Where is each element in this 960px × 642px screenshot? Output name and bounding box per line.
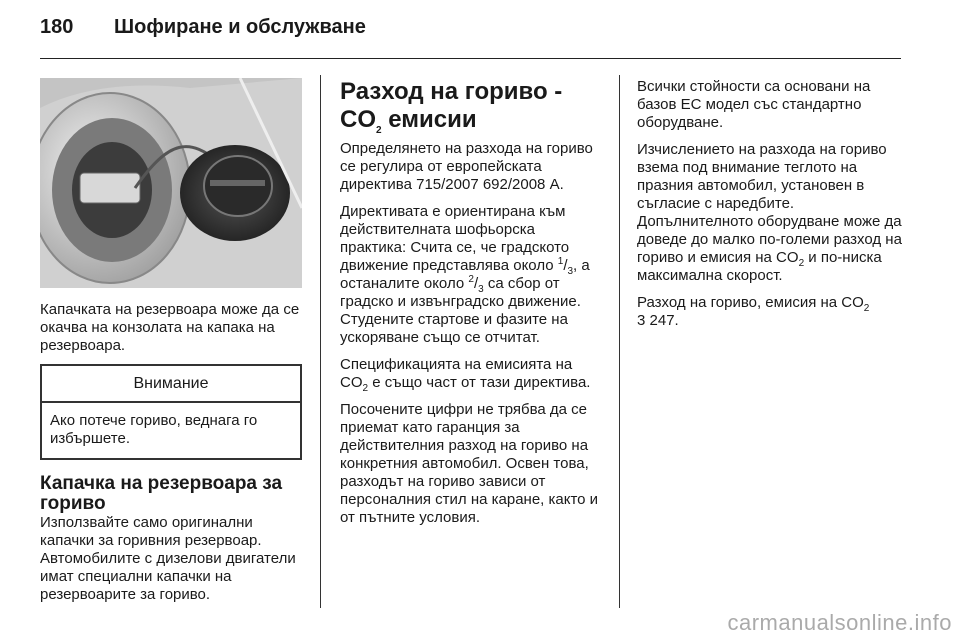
para-calc-sub: 2 bbox=[798, 258, 805, 269]
para-emission-sub: 2 bbox=[362, 383, 369, 394]
para-emission-spec bbox=[340, 356, 602, 392]
frac1-num: 1 bbox=[557, 256, 564, 267]
para-reference bbox=[637, 294, 903, 330]
para-practice-c: са сбор от градско и извънградско движение. Студените стартове и фазите на ускоряване също се отчитат. bbox=[340, 275, 581, 346]
page-header bbox=[40, 16, 366, 39]
frac2-den: 3 bbox=[478, 284, 484, 295]
para-guarantee: Посочените цифри не трябва да се приемат като гаранция за действителния разход на гориво на конкретния автомобил. Освен това, разходът на гориво зависи от персоналния стил на каране, както и от пътните условия. bbox=[340, 401, 599, 526]
column-divider-1 bbox=[320, 75, 321, 608]
heading-rest: емисии bbox=[381, 106, 477, 133]
para-ref-a: Разход на гориво, емисия на CO bbox=[637, 294, 864, 311]
para-directive: Определянето на разхода на гориво се регулира от европейската директива 715/2007 692/2008 А. bbox=[340, 140, 593, 193]
para-ref-sub: 2 bbox=[863, 303, 870, 314]
fuel-cap-heading: Капачка на резервоара за гориво bbox=[40, 473, 283, 514]
column-2 bbox=[340, 78, 602, 536]
column-divider-2 bbox=[619, 75, 620, 608]
para-practice-a: Директивата е ориентирана към действителната шофьорска практика: Счита се, че градското движение представлява около bbox=[340, 203, 570, 274]
para-emission-b: е също част от тази директива. bbox=[368, 374, 591, 391]
watermark: carmanualsonline.info bbox=[727, 610, 952, 635]
fuel-cap-body: Използвайте само оригинални капачки за горивния резервоар. Автомобилите с дизелови двигатели имат специални капачки на резервоарите за гориво. bbox=[40, 514, 296, 603]
warning-title: Внимание bbox=[42, 366, 300, 403]
section-title: Шофиране и обслужване bbox=[114, 16, 366, 38]
heading-line1: Разход на гориво - bbox=[340, 78, 563, 105]
fuel-cap-photo-icon bbox=[40, 78, 302, 288]
para-calculation bbox=[637, 141, 903, 285]
para-emission-a: Спецификацията на емисията на CO bbox=[340, 356, 573, 391]
heading-sub: 2 bbox=[376, 124, 382, 136]
para-calc-a: Изчислението на разхода на гориво взема под внимание теглото на празния автомобил, установен в съгласие с наредбите. Допълнителното оборудване може да доведе до малко по-големи разход на гориво и емисия на CO bbox=[637, 141, 902, 266]
column-1 bbox=[40, 78, 302, 613]
frac1-den: 3 bbox=[567, 266, 574, 277]
para-practice: Директивата е ориентирана към действителната шофьорска практика: Счита се, че градското движение представлява около $^1/_3$, а останалите около $^2/_3$ са сбор от градско и извънградско движение. Студените стартове и фазите на ускоряване също се отчитат. bbox=[340, 203, 590, 346]
page-reference-link[interactable] bbox=[637, 312, 679, 329]
warning-box bbox=[40, 364, 302, 460]
section-heading bbox=[340, 78, 602, 134]
image-caption: Капачката на резервоара може да се окачва на конзолата на капака на резервоара. bbox=[40, 301, 300, 354]
para-values: Всички стойности са основани на базов ЕС модел със стандартно оборудване. bbox=[637, 78, 871, 131]
page-number: 180 bbox=[40, 16, 74, 38]
reference-page: 247. bbox=[645, 312, 679, 329]
heading-co: CO bbox=[340, 106, 376, 133]
reference-arrow-icon: 3 bbox=[637, 312, 646, 329]
para-calc-b: и по-ниска максимална скорост. bbox=[637, 249, 882, 284]
para-practice-b: , а останалите около bbox=[340, 257, 590, 292]
warning-text: Ако потече гориво, веднага го избършете. bbox=[50, 412, 258, 447]
column-3 bbox=[637, 78, 903, 339]
header-rule bbox=[40, 58, 901, 59]
frac2-num: 2 bbox=[468, 274, 474, 285]
